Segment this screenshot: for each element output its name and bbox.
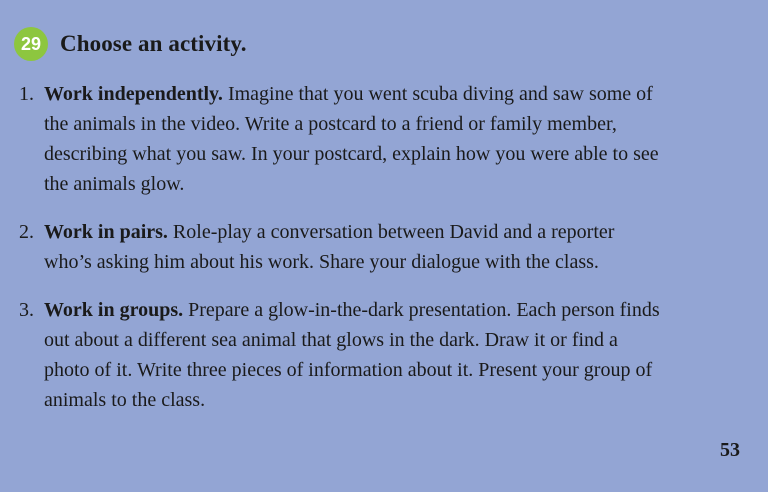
page-number: 53 xyxy=(720,439,740,461)
list-item-marker: 2. xyxy=(19,221,34,243)
list-item-body xyxy=(44,217,664,277)
list-item-lead: Work in groups. xyxy=(44,299,184,321)
exercise-header xyxy=(14,26,738,61)
list-item-text: Imagine that you went scuba diving and saw some of the animals in the video. Write a postcard to a friend or family member, describing what you saw. In your postcard, explain how you were able to see the animals glow. xyxy=(44,83,659,195)
exercise-number-badge: 29 xyxy=(14,27,48,61)
list-item-marker: 1. xyxy=(19,83,34,105)
list-item xyxy=(14,295,738,415)
list-item xyxy=(14,217,738,277)
page-title: Choose an activity. xyxy=(60,31,247,56)
list-item-lead: Work independently. xyxy=(44,83,223,105)
list-item-body xyxy=(44,79,664,199)
list-item-marker: 3. xyxy=(19,299,34,321)
list-item xyxy=(14,79,738,199)
list-item-text: Role-play a conversation between David and a reporter who’s asking him about his work. Share your dialogue with the class. xyxy=(44,221,615,273)
list-item-text: Prepare a glow-in-the-dark presentation. Each person finds out about a different sea animal that glows in the dark. Draw it or find a photo of it. Write three pieces of information about it. Present your group of animals to the class. xyxy=(44,299,660,411)
activity-list xyxy=(14,79,738,415)
list-item-lead: Work in pairs. xyxy=(44,221,168,243)
list-item-body xyxy=(44,295,664,415)
